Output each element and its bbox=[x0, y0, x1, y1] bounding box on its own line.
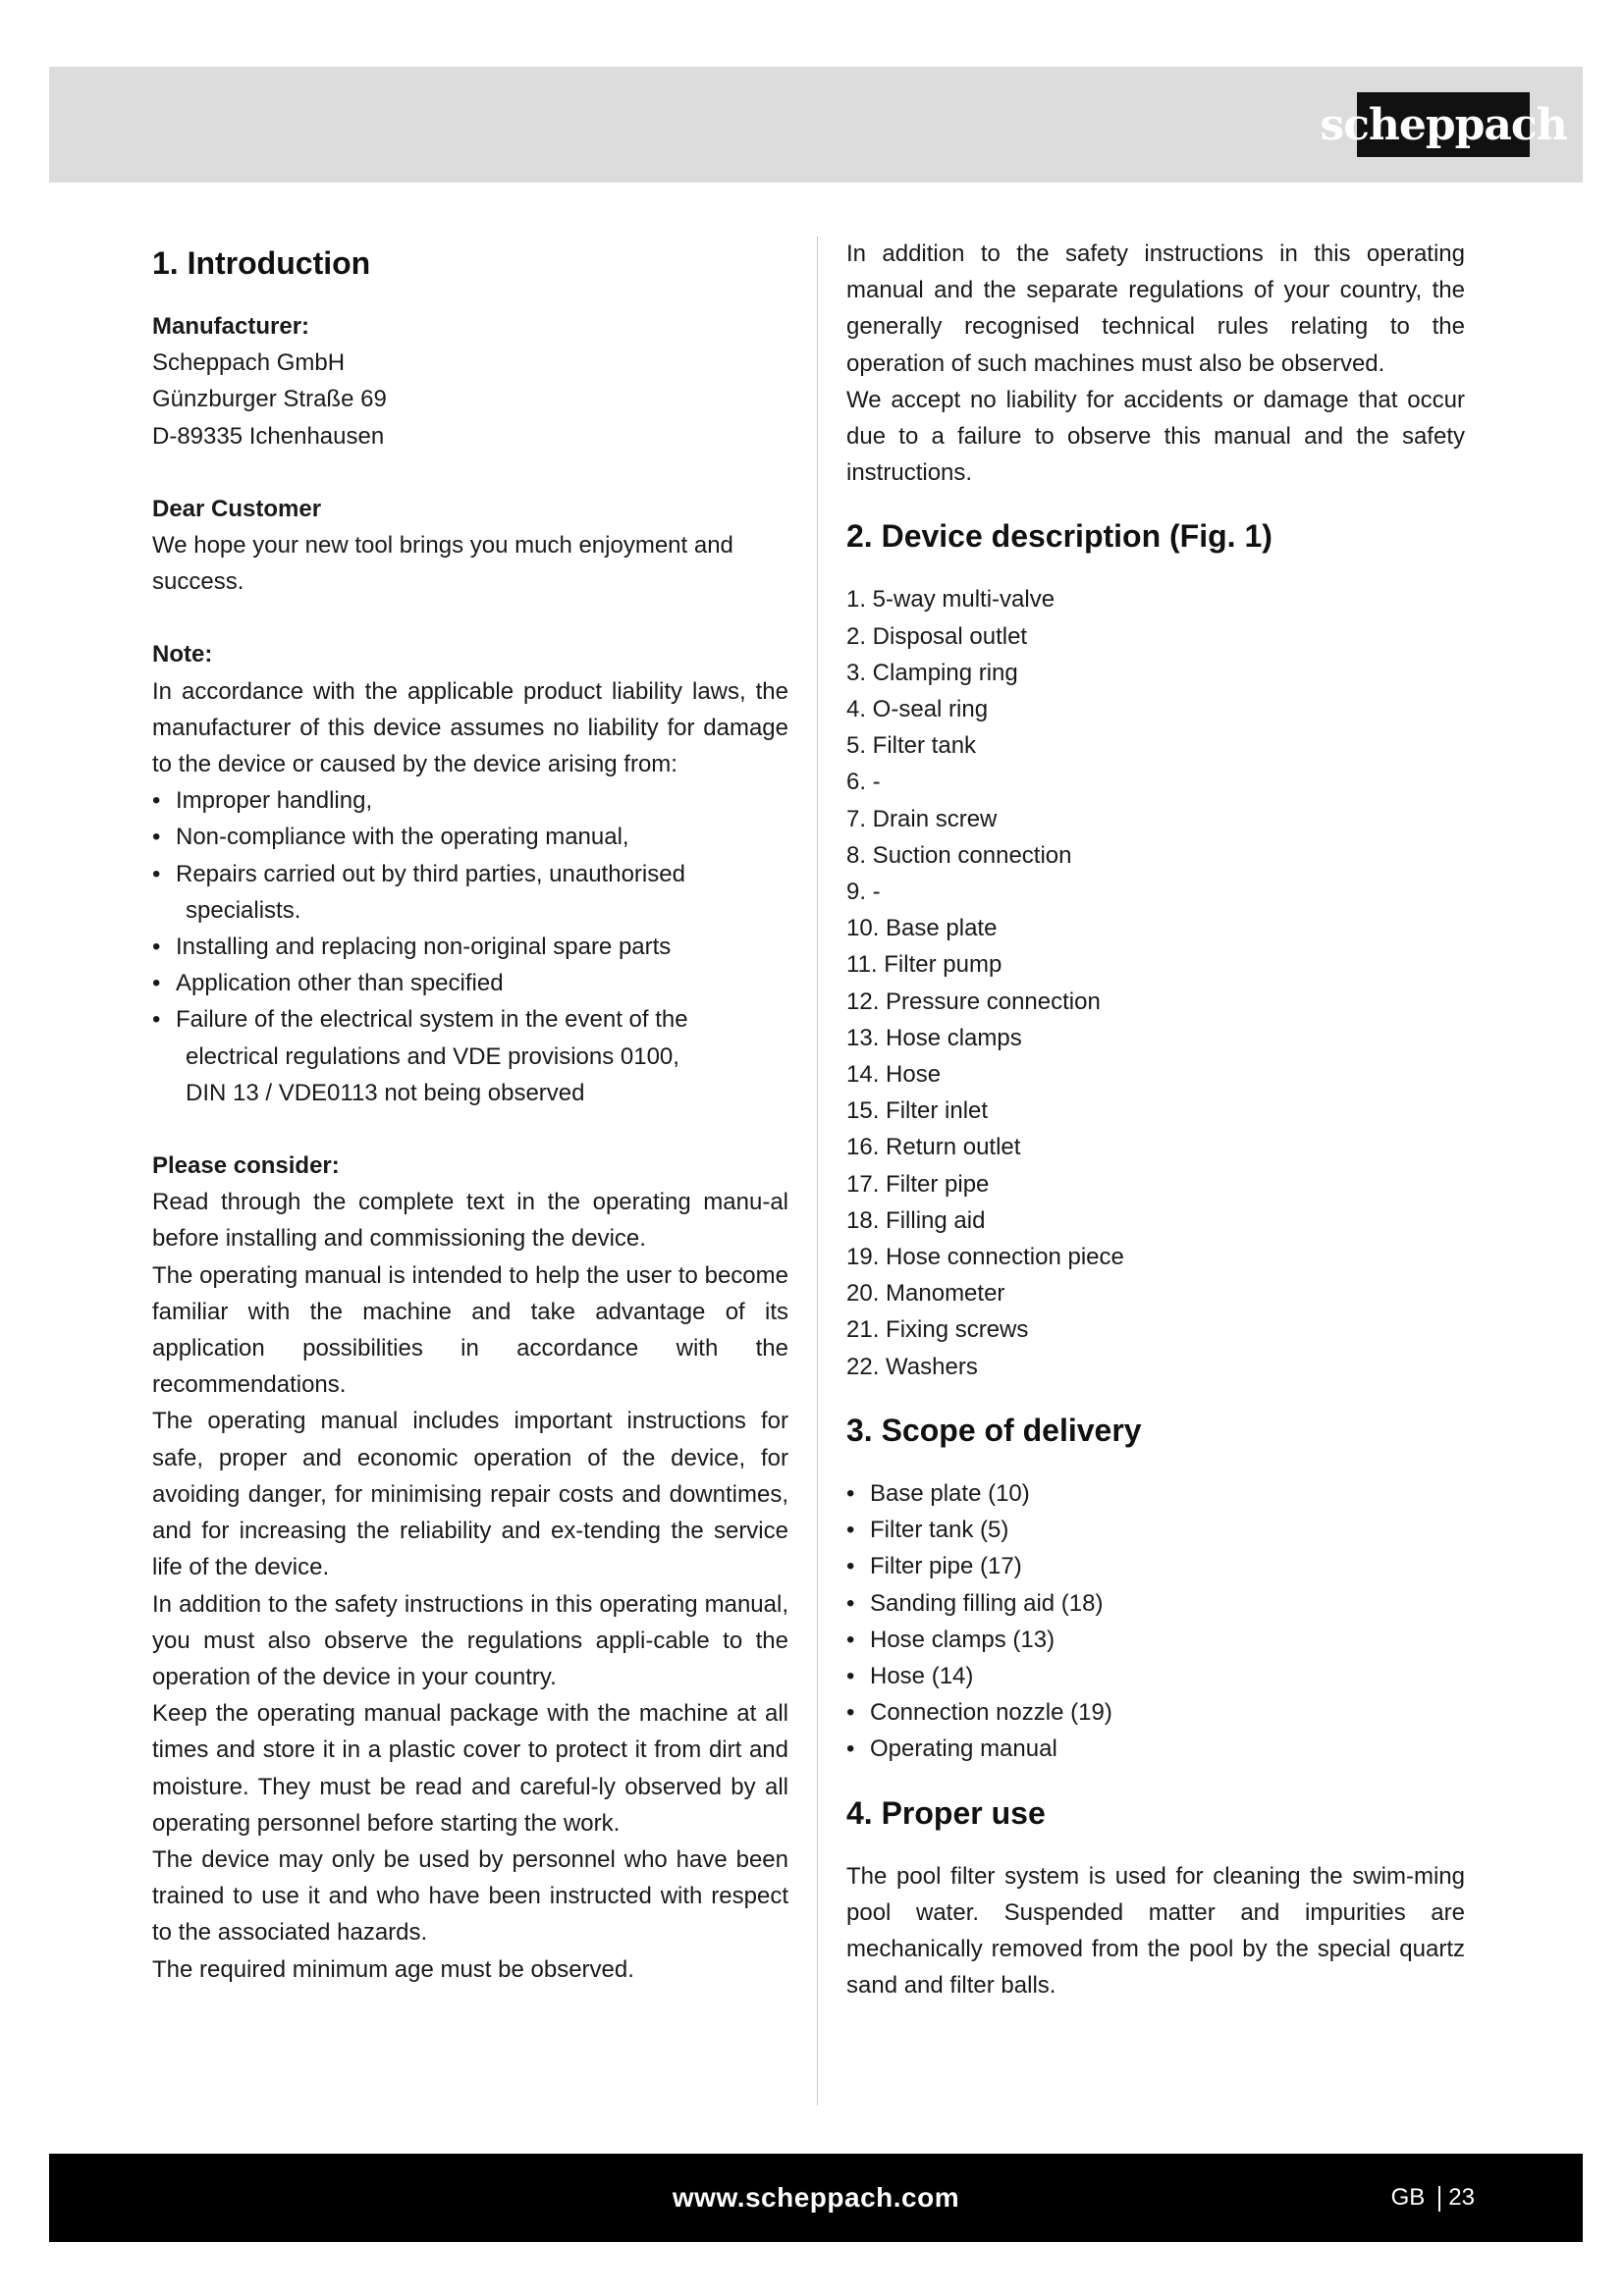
manufacturer-label: Manufacturer: bbox=[152, 313, 310, 340]
page-separator bbox=[1438, 2186, 1440, 2212]
list-item: 21. Fixing screws bbox=[846, 1316, 1029, 1344]
list-item: 2. Disposal outlet bbox=[846, 622, 1028, 650]
consider-paragraph: The operating manual is intended to help the user to become familiar with the machine and take advantage of its application possibilities in accordance with the recommendations. bbox=[152, 1261, 788, 1399]
section-heading-device-description: 2. Device description (Fig. 1) bbox=[846, 518, 1272, 555]
consider-paragraph: In addition to the safety instructions in this operating manual, you must also observe the regulations appli-cable to the operation of the device in your country. bbox=[152, 1590, 788, 1690]
manufacturer-line: Scheppach GmbH bbox=[152, 349, 346, 377]
please-consider-label: Please consider: bbox=[152, 1152, 340, 1180]
brand-logo: scheppach bbox=[1357, 92, 1530, 157]
list-item: • Operating manual bbox=[846, 1731, 1465, 1767]
list-item: 10. Base plate bbox=[846, 915, 998, 942]
consider-paragraph: The operating manual includes important instructions for safe, proper and economic operation of the device, for avoiding danger, for minimising repair costs and downtimes, and for increasing the reliability and ex-tending the service life of the device. bbox=[152, 1408, 788, 1581]
list-item: • Repairs carried out by third parties, unauthorised specialists. bbox=[152, 856, 788, 929]
left-column bbox=[152, 236, 788, 1988]
proper-use-text: The pool filter system is used for cleaning the swim-ming pool water. Suspended matter and impurities are mechanically removed from the pool by the special quartz sand and filter balls. bbox=[846, 1862, 1465, 2000]
right-column bbox=[846, 236, 1465, 2003]
column-divider bbox=[817, 236, 818, 2106]
list-item: • Filter tank (5) bbox=[846, 1512, 1465, 1548]
dear-customer-text: We hope your new tool brings you much enjoyment and success. bbox=[152, 532, 733, 596]
list-item: 17. Filter pipe bbox=[846, 1170, 990, 1198]
list-item: 9. - bbox=[846, 879, 881, 906]
list-item: 7. Drain screw bbox=[846, 805, 998, 832]
list-item: • Failure of the electrical system in the event of the electrical regulations and VDE provisions 0100, DIN 13 / VDE0113 not being observed bbox=[152, 1001, 788, 1111]
safety-paragraph: In addition to the safety instructions in this operating manual and the separate regulations of your country, the generally recognised technical rules relating to the operation of such machines must also be observed. bbox=[846, 240, 1465, 377]
device-part-list bbox=[846, 581, 1465, 1384]
list-item: • Application other than specified bbox=[152, 965, 788, 1001]
list-item: 19. Hose connection piece bbox=[846, 1244, 1124, 1271]
list-item: 1. 5-way multi-valve bbox=[846, 586, 1056, 614]
dear-customer-label: Dear Customer bbox=[152, 495, 322, 522]
language-code: GB bbox=[1390, 2184, 1426, 2211]
page-indicator bbox=[1391, 2154, 1475, 2242]
list-item: • Connection nozzle (19) bbox=[846, 1694, 1465, 1731]
page-number: 23 bbox=[1448, 2184, 1475, 2211]
list-item: • Base plate (10) bbox=[846, 1475, 1465, 1512]
list-item: • Non-compliance with the operating manual, bbox=[152, 819, 788, 855]
manufacturer-line: D-89335 Ichenhausen bbox=[152, 422, 385, 450]
list-item: 18. Filling aid bbox=[846, 1206, 986, 1234]
list-item: 14. Hose bbox=[846, 1061, 942, 1089]
footer-bar bbox=[49, 2154, 1583, 2242]
list-item: 6. - bbox=[846, 769, 881, 796]
consider-paragraph: The device may only be used by personnel who have been trained to use it and who have been instructed with respect to the associated hazards. bbox=[152, 1845, 788, 1947]
list-item: • Hose (14) bbox=[846, 1658, 1465, 1694]
manufacturer-line: Günzburger Straße 69 bbox=[152, 386, 387, 413]
liability-paragraph: We accept no liability for accidents or damage that occur due to a failure to observe this manual and the safety instructions. bbox=[846, 386, 1465, 487]
list-item: • Installing and replacing non-original spare parts bbox=[152, 929, 788, 965]
list-item: 3. Clamping ring bbox=[846, 659, 1018, 686]
list-item: 12. Pressure connection bbox=[846, 988, 1101, 1015]
note-label: Note: bbox=[152, 641, 213, 668]
list-item: 16. Return outlet bbox=[846, 1134, 1021, 1161]
scope-list bbox=[846, 1475, 1465, 1768]
section-heading-introduction: 1. Introduction bbox=[152, 245, 371, 281]
list-item: 15. Filter inlet bbox=[846, 1097, 989, 1125]
note-text: In accordance with the applicable product liability laws, the manufacturer of this device assumes no liability for damage to the device or caused by the device arising from: bbox=[152, 677, 788, 778]
consider-paragraph: Keep the operating manual package with the machine at all times and store it in a plastic cover to protect it from dirt and moisture. They must be read and careful-ly observed by all operating personnel before starting the work. bbox=[152, 1700, 788, 1837]
list-item: 20. Manometer bbox=[846, 1280, 1005, 1308]
list-item: 5. Filter tank bbox=[846, 732, 977, 760]
list-item: 22. Washers bbox=[846, 1353, 978, 1380]
section-heading-proper-use: 4. Proper use bbox=[846, 1794, 1046, 1831]
list-item: • Improper handling, bbox=[152, 782, 788, 819]
list-item: • Filter pipe (17) bbox=[846, 1548, 1465, 1584]
list-item: 13. Hose clamps bbox=[846, 1024, 1022, 1051]
note-bullet-list bbox=[152, 782, 788, 1111]
consider-paragraph: The required minimum age must be observed. bbox=[152, 1955, 634, 1983]
list-item: • Hose clamps (13) bbox=[846, 1622, 1465, 1658]
list-item: 11. Filter pump bbox=[846, 951, 1002, 979]
website-link[interactable]: www.scheppach.com bbox=[672, 2182, 960, 2213]
list-item: 8. Suction connection bbox=[846, 841, 1072, 869]
list-item: • Sanding filling aid (18) bbox=[846, 1585, 1465, 1622]
header-bar bbox=[49, 67, 1583, 183]
section-heading-scope-of-delivery: 3. Scope of delivery bbox=[846, 1412, 1142, 1448]
list-item: 4. O-seal ring bbox=[846, 696, 989, 723]
consider-paragraph: Read through the complete text in the operating manu-al before installing and commissioning the device. bbox=[152, 1189, 788, 1253]
